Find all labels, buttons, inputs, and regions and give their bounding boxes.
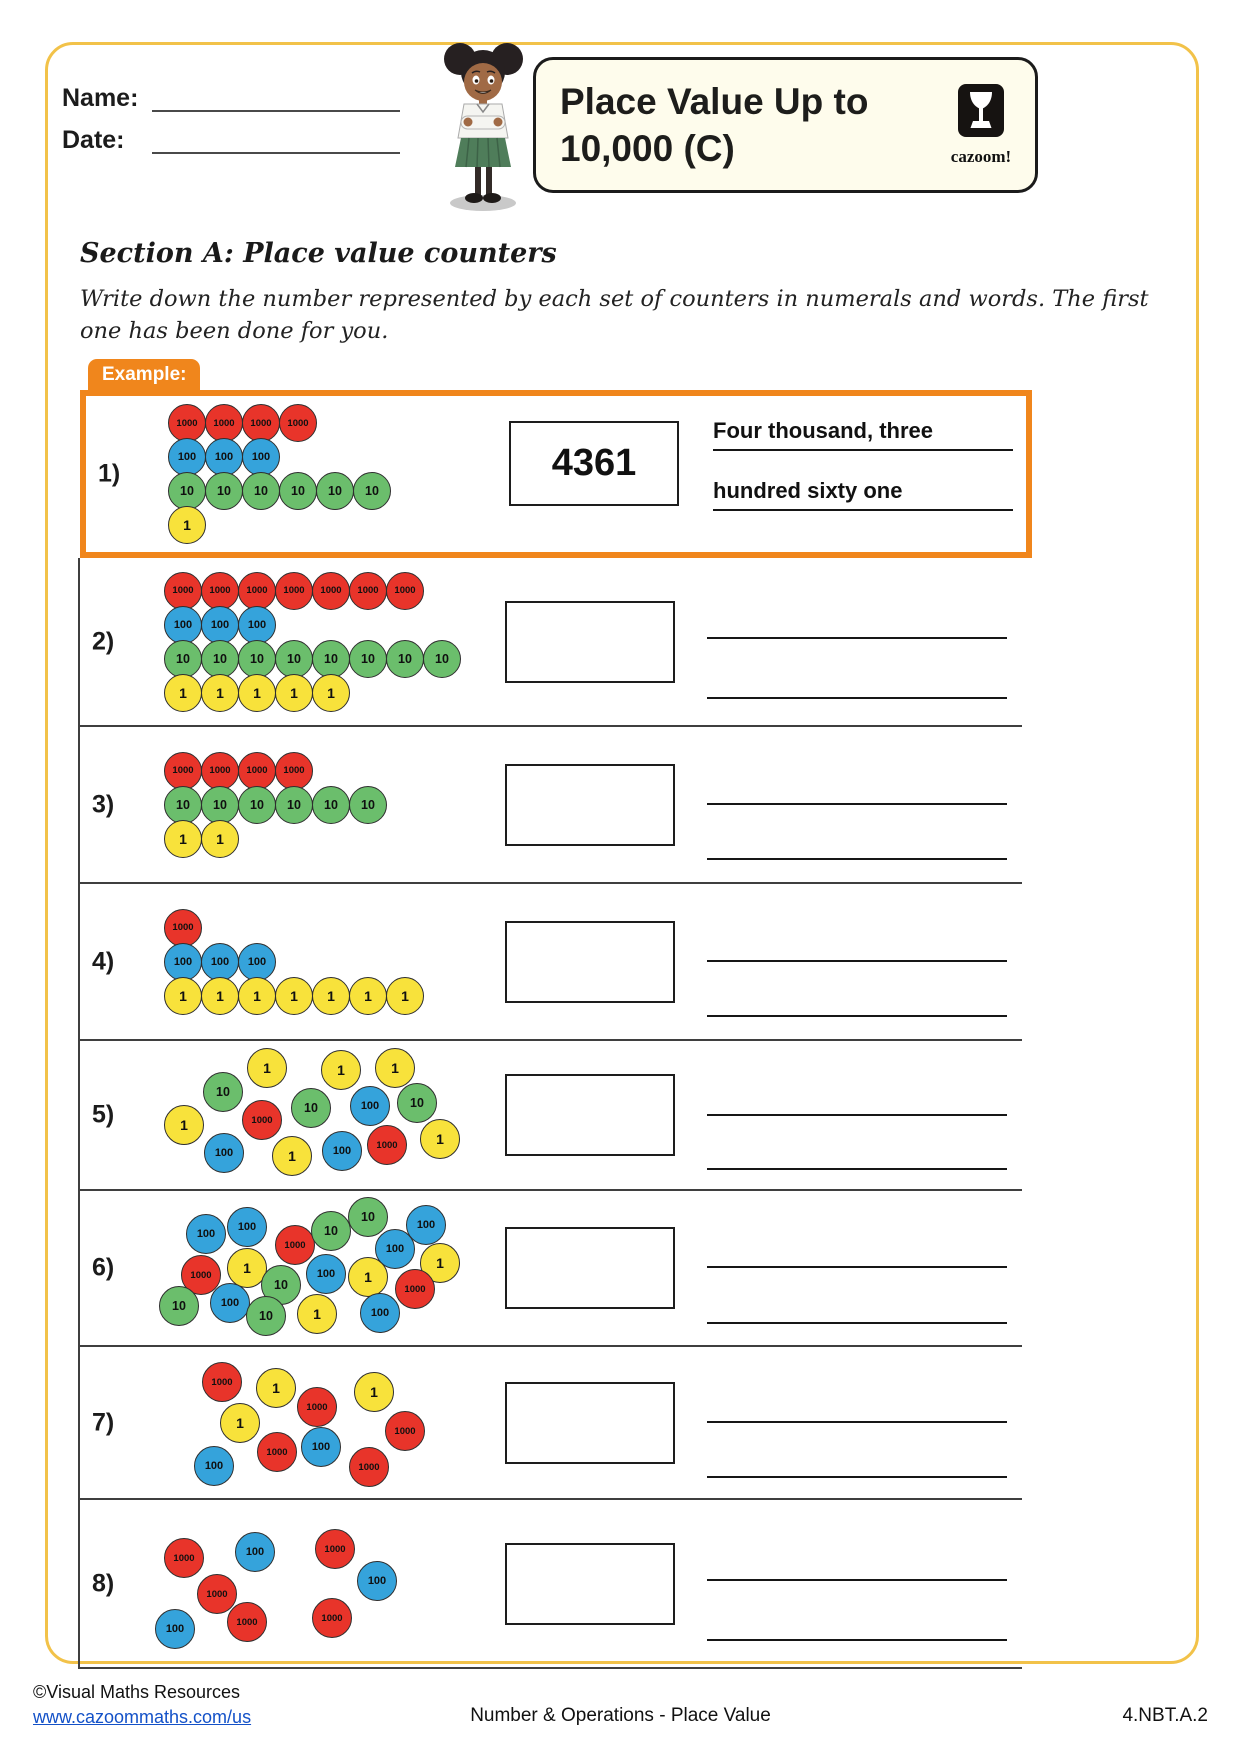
answer-box-6[interactable] — [505, 1227, 675, 1309]
question-row-8 — [80, 1500, 1022, 1669]
yellow-counter-1: 1 — [164, 820, 202, 858]
blue-counter-100: 100 — [306, 1254, 346, 1294]
yellow-counter-1: 1 — [256, 1368, 296, 1408]
question-label-3: 3) — [92, 790, 115, 818]
blue-counter-100: 100 — [357, 1561, 397, 1601]
answer-words-line-6b[interactable] — [707, 1293, 1007, 1324]
red-counter-1000: 1000 — [168, 404, 206, 442]
red-counter-1000: 1000 — [197, 1574, 237, 1614]
green-counter-10: 10 — [312, 786, 350, 824]
red-counter-1000: 1000 — [279, 404, 317, 442]
answer-words-line-2a[interactable] — [707, 608, 1007, 639]
green-counter-10: 10 — [423, 640, 461, 678]
green-counter-10: 10 — [201, 640, 239, 678]
green-counter-10: 10 — [238, 640, 276, 678]
title-line-2: 10,000 (C) — [560, 128, 735, 169]
blue-counter-100: 100 — [235, 1532, 275, 1572]
answer-words-line-3b[interactable] — [707, 829, 1007, 860]
red-counter-1000: 1000 — [201, 572, 239, 610]
worksheet-title-box — [533, 57, 1038, 193]
footer-standard-code: 4.NBT.A.2 — [1122, 1705, 1208, 1726]
answer-words-line-5a[interactable] — [707, 1085, 1007, 1116]
yellow-counter-1: 1 — [375, 1048, 415, 1088]
green-counter-10: 10 — [246, 1296, 286, 1336]
section-instructions — [80, 283, 1149, 347]
cazoom-logo-icon — [955, 82, 1007, 140]
instructions-line-2: one has been done for you. — [80, 318, 389, 344]
red-counter-1000: 1000 — [205, 404, 243, 442]
answer-box-7[interactable] — [505, 1382, 675, 1464]
yellow-counter-1: 1 — [164, 674, 202, 712]
green-counter-10: 10 — [312, 640, 350, 678]
red-counter-1000: 1000 — [367, 1125, 407, 1165]
name-input-line[interactable] — [152, 110, 400, 112]
red-counter-1000: 1000 — [349, 1447, 389, 1487]
red-counter-1000: 1000 — [275, 752, 313, 790]
answer-box-8[interactable] — [505, 1543, 675, 1625]
red-counter-1000: 1000 — [164, 1538, 204, 1578]
red-counter-1000: 1000 — [315, 1529, 355, 1569]
blue-counter-100: 100 — [238, 943, 276, 981]
question-row-6 — [80, 1191, 1022, 1347]
green-counter-10: 10 — [275, 786, 313, 824]
red-counter-1000: 1000 — [312, 572, 350, 610]
question-label-5: 5) — [92, 1100, 115, 1129]
green-counter-10: 10 — [316, 472, 354, 510]
blue-counter-100: 100 — [204, 1133, 244, 1173]
red-counter-1000: 1000 — [181, 1255, 221, 1295]
title-line-1: Place Value Up to — [560, 81, 869, 122]
yellow-counter-1: 1 — [349, 977, 387, 1015]
question-row-4 — [80, 884, 1022, 1041]
blue-counter-100: 100 — [186, 1214, 226, 1254]
green-counter-10: 10 — [238, 786, 276, 824]
yellow-counter-1: 1 — [164, 977, 202, 1015]
green-counter-10: 10 — [279, 472, 317, 510]
blue-counter-100: 100 — [201, 943, 239, 981]
red-counter-1000: 1000 — [349, 572, 387, 610]
yellow-counter-1: 1 — [201, 977, 239, 1015]
answer-words-line-1a[interactable]: Four thousand, three — [713, 418, 1013, 451]
red-counter-1000: 1000 — [385, 1411, 425, 1451]
green-counter-10: 10 — [311, 1211, 351, 1251]
blue-counter-100: 100 — [164, 606, 202, 644]
counter-line-blue — [168, 440, 390, 474]
red-counter-1000: 1000 — [238, 572, 276, 610]
green-counter-10: 10 — [164, 786, 202, 824]
questions-table — [78, 558, 1022, 1669]
counter-line-red — [164, 574, 460, 608]
example-question-box — [80, 390, 1032, 558]
yellow-counter-1: 1 — [220, 1403, 260, 1443]
green-counter-10: 10 — [205, 472, 243, 510]
red-counter-1000: 1000 — [395, 1269, 435, 1309]
question-row-5 — [80, 1041, 1022, 1191]
counter-line-yellow — [164, 979, 423, 1013]
answer-box-4[interactable] — [505, 921, 675, 1003]
counter-line-yellow — [164, 822, 386, 856]
green-counter-10: 10 — [164, 640, 202, 678]
counters-grid — [164, 727, 386, 882]
answer-words-line-1b[interactable]: hundred sixty one — [713, 478, 1013, 511]
blue-counter-100: 100 — [205, 438, 243, 476]
question-label-7: 7) — [92, 1408, 115, 1436]
yellow-counter-1: 1 — [164, 1105, 204, 1145]
yellow-counter-1: 1 — [297, 1294, 337, 1334]
red-counter-1000: 1000 — [386, 572, 424, 610]
yellow-counter-1: 1 — [386, 977, 424, 1015]
red-counter-1000: 1000 — [238, 752, 276, 790]
red-counter-1000: 1000 — [201, 752, 239, 790]
counter-line-blue — [164, 608, 460, 642]
green-counter-10: 10 — [386, 640, 424, 678]
blue-counter-100: 100 — [168, 438, 206, 476]
question-label-8: 8) — [92, 1569, 115, 1597]
yellow-counter-1: 1 — [201, 674, 239, 712]
green-counter-10: 10 — [242, 472, 280, 510]
red-counter-1000: 1000 — [227, 1602, 267, 1642]
counter-line-green — [164, 788, 386, 822]
yellow-counter-1: 1 — [348, 1257, 388, 1297]
yellow-counter-1: 1 — [238, 977, 276, 1015]
yellow-counter-1: 1 — [354, 1372, 394, 1412]
blue-counter-100: 100 — [406, 1205, 446, 1245]
blue-counter-100: 100 — [301, 1427, 341, 1467]
answer-words-line-8b[interactable] — [707, 1610, 1007, 1641]
yellow-counter-1: 1 — [247, 1048, 287, 1088]
cazoom-logo-text: cazoom! — [950, 147, 1012, 166]
red-counter-1000: 1000 — [164, 909, 202, 947]
red-counter-1000: 1000 — [312, 1598, 352, 1638]
blue-counter-100: 100 — [227, 1207, 267, 1247]
yellow-counter-1: 1 — [420, 1119, 460, 1159]
red-counter-1000: 1000 — [164, 572, 202, 610]
question-row-3 — [80, 727, 1022, 884]
answer-box-1[interactable]: 4361 — [509, 421, 679, 506]
green-counter-10: 10 — [203, 1072, 243, 1112]
answer-words-line-5b[interactable] — [707, 1139, 1007, 1170]
blue-counter-100: 100 — [322, 1131, 362, 1171]
counter-line-yellow — [168, 508, 390, 542]
red-counter-1000: 1000 — [257, 1432, 297, 1472]
red-counter-1000: 1000 — [275, 572, 313, 610]
girl-cartoon-illustration — [428, 42, 538, 212]
blue-counter-100: 100 — [360, 1293, 400, 1333]
blue-counter-100: 100 — [350, 1086, 390, 1126]
counters-grid — [164, 558, 460, 725]
answer-words-line-8a[interactable] — [707, 1550, 1007, 1581]
green-counter-10: 10 — [348, 1197, 388, 1237]
yellow-counter-1: 1 — [201, 820, 239, 858]
red-counter-1000: 1000 — [202, 1362, 242, 1402]
footer-website-link[interactable]: www.cazoommaths.com/us — [33, 1707, 252, 1727]
yellow-counter-1: 1 — [312, 674, 350, 712]
answer-box-2[interactable] — [505, 601, 675, 683]
counter-line-yellow — [164, 676, 460, 710]
green-counter-10: 10 — [349, 640, 387, 678]
green-counter-10: 10 — [291, 1088, 331, 1128]
yellow-counter-1: 1 — [168, 506, 206, 544]
yellow-counter-1: 1 — [238, 674, 276, 712]
example-counters — [168, 396, 390, 552]
answer-box-5[interactable] — [505, 1074, 675, 1156]
instructions-line-1: Write down the number represented by each set of counters in numerals and words. The first — [80, 286, 1149, 312]
date-input-line[interactable] — [152, 152, 400, 154]
blue-counter-100: 100 — [194, 1446, 234, 1486]
yellow-counter-1: 1 — [275, 674, 313, 712]
green-counter-10: 10 — [261, 1265, 301, 1305]
name-label: Name: — [62, 84, 139, 112]
red-counter-1000: 1000 — [242, 404, 280, 442]
question-label-2: 2) — [92, 627, 115, 655]
yellow-counter-1: 1 — [420, 1243, 460, 1283]
blue-counter-100: 100 — [155, 1609, 195, 1649]
red-counter-1000: 1000 — [242, 1100, 282, 1140]
blue-counter-100: 100 — [242, 438, 280, 476]
green-counter-10: 10 — [353, 472, 391, 510]
example-tab: Example: — [88, 359, 200, 391]
question-label-1: 1) — [98, 459, 121, 488]
worksheet-title — [560, 78, 868, 172]
answer-words-line-7b[interactable] — [707, 1447, 1007, 1478]
question-row-2 — [80, 558, 1022, 727]
question-label-4: 4) — [92, 947, 115, 975]
red-counter-1000: 1000 — [275, 1225, 315, 1265]
green-counter-10: 10 — [168, 472, 206, 510]
counters-grid — [164, 884, 423, 1039]
counter-line-red — [164, 754, 386, 788]
answer-words-line-4a[interactable] — [707, 931, 1007, 962]
answer-words-line-3a[interactable] — [707, 774, 1007, 805]
section-a-heading: Section A: Place value counters — [80, 238, 557, 269]
yellow-counter-1: 1 — [272, 1136, 312, 1176]
blue-counter-100: 100 — [238, 606, 276, 644]
counter-line-red — [168, 406, 390, 440]
counter-line-green — [164, 642, 460, 676]
red-counter-1000: 1000 — [297, 1387, 337, 1427]
counter-line-blue — [164, 945, 423, 979]
yellow-counter-1: 1 — [275, 977, 313, 1015]
red-counter-1000: 1000 — [164, 752, 202, 790]
footer-copyright: ©Visual Maths Resources — [33, 1682, 241, 1702]
answer-words-line-7a[interactable] — [707, 1392, 1007, 1423]
blue-counter-100: 100 — [164, 943, 202, 981]
answer-words-line-4b[interactable] — [707, 986, 1007, 1017]
cazoom-logo — [941, 82, 1021, 167]
green-counter-10: 10 — [397, 1083, 437, 1123]
green-counter-10: 10 — [159, 1286, 199, 1326]
blue-counter-100: 100 — [201, 606, 239, 644]
yellow-counter-1: 1 — [227, 1248, 267, 1288]
question-label-6: 6) — [92, 1253, 115, 1282]
answer-box-3[interactable] — [505, 764, 675, 846]
question-row-7 — [80, 1347, 1022, 1500]
green-counter-10: 10 — [201, 786, 239, 824]
yellow-counter-1: 1 — [312, 977, 350, 1015]
counter-line-red — [164, 911, 423, 945]
date-label: Date: — [62, 126, 125, 154]
yellow-counter-1: 1 — [321, 1050, 361, 1090]
green-counter-10: 10 — [349, 786, 387, 824]
blue-counter-100: 100 — [210, 1283, 250, 1323]
answer-words-line-6a[interactable] — [707, 1237, 1007, 1268]
answer-words-line-2b[interactable] — [707, 668, 1007, 699]
green-counter-10: 10 — [275, 640, 313, 678]
footer-topic: Number & Operations - Place Value — [470, 1705, 771, 1726]
counter-line-green — [168, 474, 390, 508]
blue-counter-100: 100 — [375, 1229, 415, 1269]
